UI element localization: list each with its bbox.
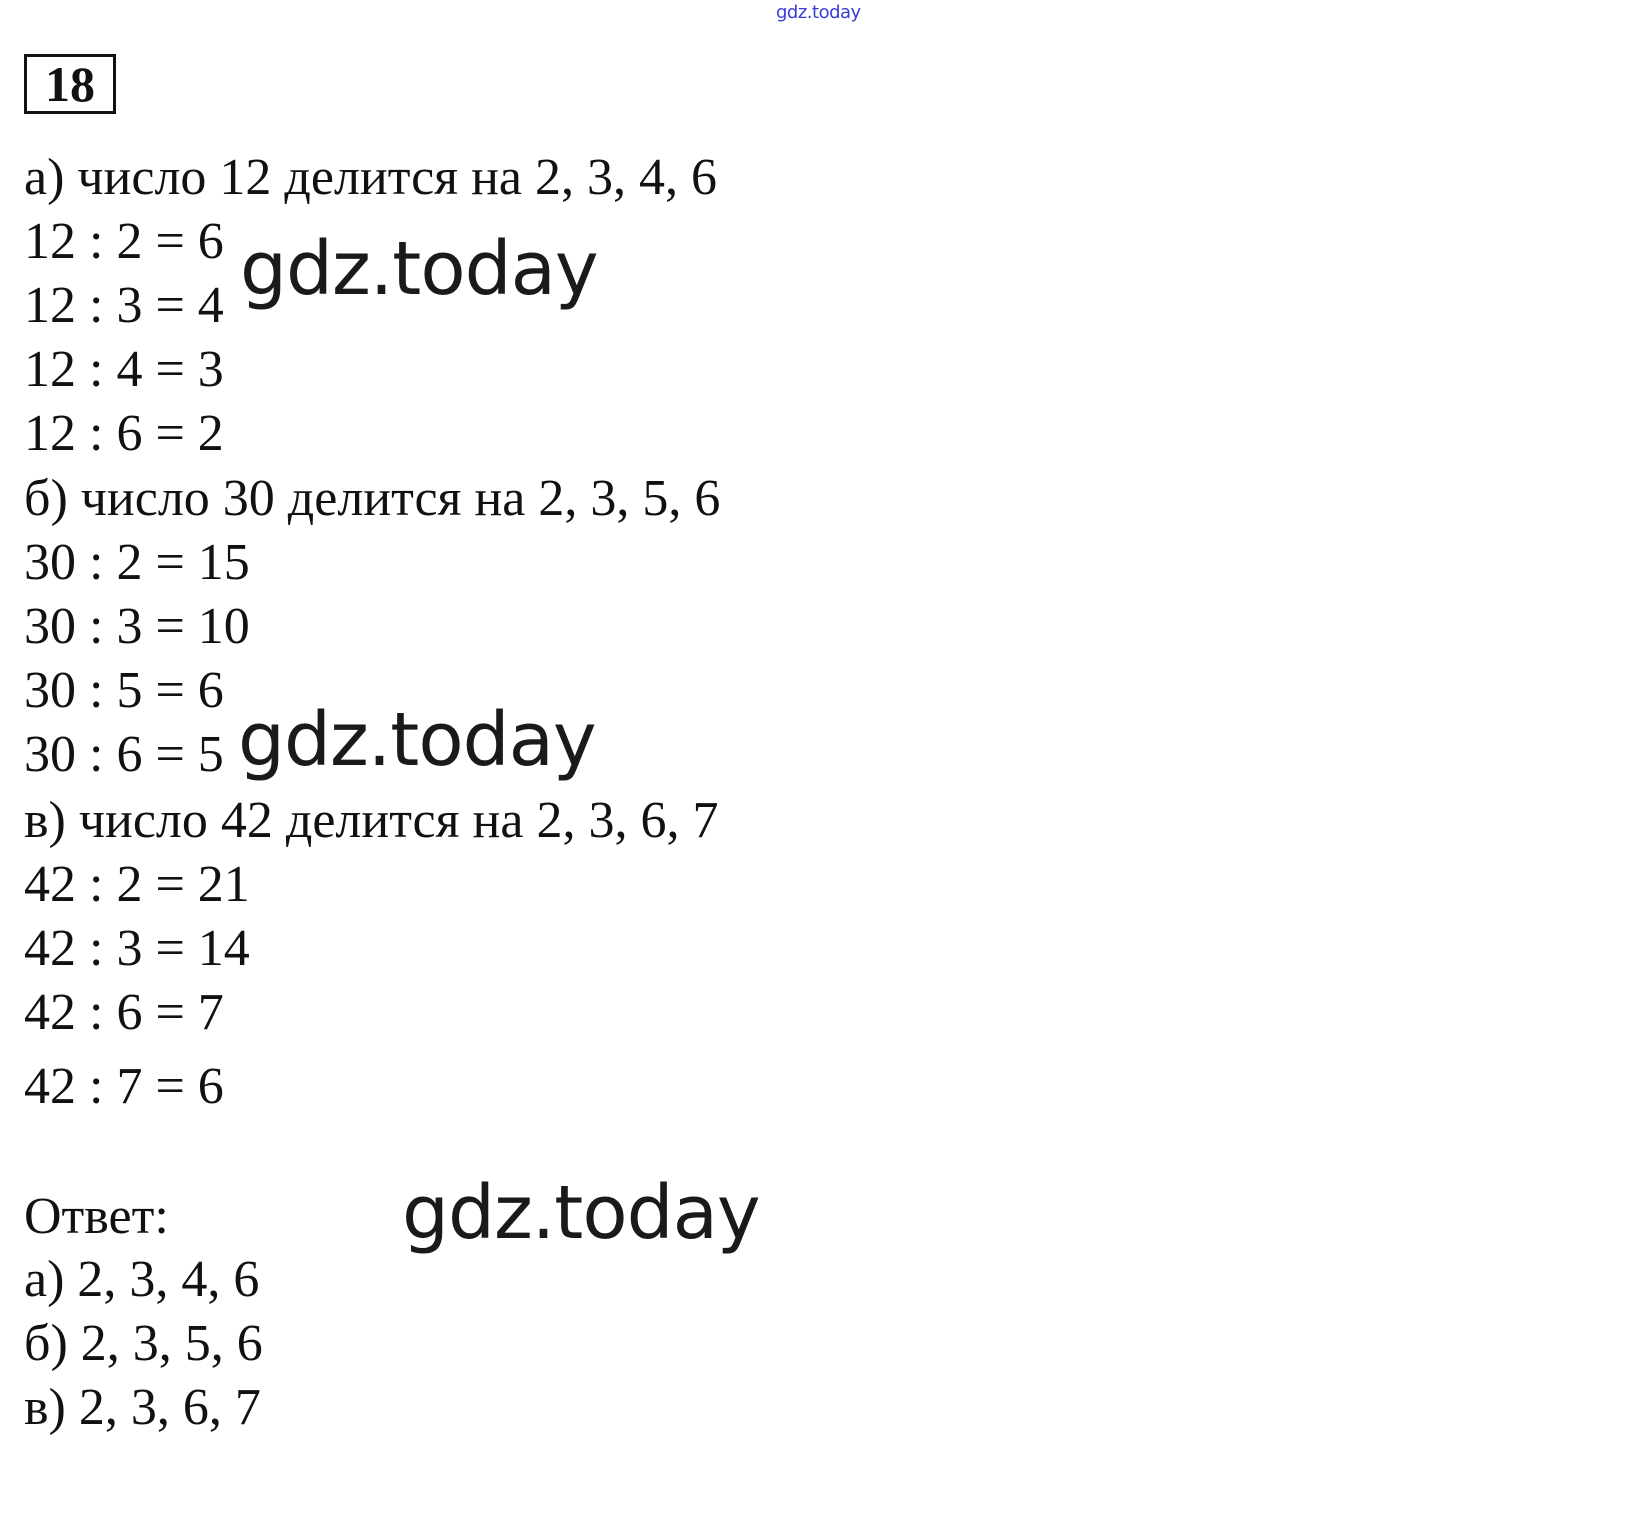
task-number-box: [24, 54, 116, 114]
answer-b: б) 2, 3, 5, 6: [24, 1315, 263, 1372]
part-a-line-2: 12 : 3 = 4: [24, 277, 224, 334]
part-a-line-3: 12 : 4 = 3: [24, 341, 224, 398]
part-b-heading: б) число 30 делится на 2, 3, 5, 6: [24, 470, 721, 527]
answer-a: а) 2, 3, 4, 6: [24, 1251, 260, 1308]
part-c-heading: в) число 42 делится на 2, 3, 6, 7: [24, 792, 719, 849]
part-c-line-2: 42 : 3 = 14: [24, 920, 250, 977]
part-a-line-1: 12 : 2 = 6: [24, 213, 224, 270]
part-c-line-3: 42 : 6 = 7: [24, 984, 224, 1041]
part-a-heading: а) число 12 делится на 2, 3, 4, 6: [24, 149, 717, 206]
watermark-3: gdz.today: [402, 1170, 760, 1256]
part-b-line-4: 30 : 6 = 5: [24, 726, 224, 783]
part-b-line-3: 30 : 5 = 6: [24, 662, 224, 719]
watermark-1: gdz.today: [240, 226, 598, 312]
part-c-line-1: 42 : 2 = 21: [24, 856, 250, 913]
part-a-line-4: 12 : 6 = 2: [24, 405, 224, 462]
answer-c: в) 2, 3, 6, 7: [24, 1379, 261, 1436]
part-b-line-1: 30 : 2 = 15: [24, 534, 250, 591]
part-b-line-2: 30 : 3 = 10: [24, 598, 250, 655]
watermark-2: gdz.today: [238, 697, 596, 783]
top-watermark: gdz.today: [776, 2, 861, 23]
part-c-line-4: 42 : 7 = 6: [24, 1058, 224, 1115]
answer-label: Ответ:: [24, 1188, 169, 1245]
task-number: 18: [45, 56, 95, 112]
